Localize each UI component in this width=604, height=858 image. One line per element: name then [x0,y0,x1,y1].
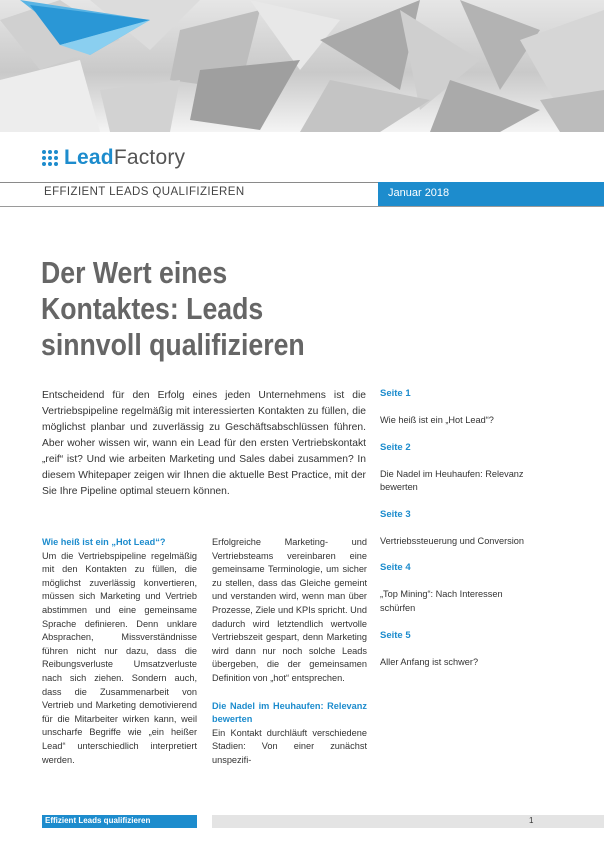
logo-dots-icon [42,150,58,166]
leadfactory-logo [42,146,185,170]
toc-link-2[interactable]: Die Nadel im Heuhaufen: Relevanz bewerten [380,468,524,493]
toc-link-4[interactable]: „Top Mining“: Nach Interessen schürfen [380,589,503,613]
title-line-2: Kontaktes: Leads [41,291,264,326]
toc-link-5[interactable]: Aller Anfang ist schwer? [380,656,479,667]
body-column-2 [212,536,367,768]
column-2-text-continued: Ein Kontakt durchläuft verschiedene Stadien: Von einer zunächst unspezifi- [212,727,367,765]
toc-page-4: Seite 4 [380,562,411,574]
column-2-text: Erfolgreiche Marketing- und Vertriebsteams vereinbaren eine gemeinsame Terminologie, um sicher zu stellen, dass das Gleiche gemeint und verstanden wird, wenn man über Prozesse, Ziele und KPIs spricht. Und dadurch wird letztendlich wertvolle Vertriebszeit gespart, denn Marketing wird dann nur noch solche Leads übergeben, die der gemeinsamen Definition von „hot“ entsprechen. [212,537,367,683]
footer-bar [212,815,604,828]
document-subject: EFFIZIENT LEADS QUALIFIZIEREN [44,186,245,198]
logo-factory-text: Factory [113,146,186,169]
table-of-contents [380,388,530,669]
footer-label-badge [42,815,197,828]
logo-wordmark [64,146,185,170]
section-heading-nadel: Die Nadel im Heuhaufen: Relevanz bewerten [212,700,367,725]
header-banner-image [0,0,604,132]
header-bottom-rule [0,206,604,207]
toc-page-1: Seite 1 [380,388,411,399]
body-column-1 [42,536,197,767]
logo-lead-text: Lead [64,146,114,169]
section-heading-hot-lead: Wie heiß ist ein „Hot Lead“? [42,537,166,547]
paper-planes-illustration [0,0,604,132]
title-line-1: Der Wert eines [41,255,228,290]
title-line-3: sinnvoll qualifizieren [41,327,305,362]
toc-link-1[interactable]: Wie heiß ist ein „Hot Lead“? [380,415,494,425]
document-date: Januar 2018 [388,187,450,199]
toc-page-2: Seite 2 [380,441,411,453]
toc-link-3[interactable]: Vertriebssteuerung und Conversion [380,535,525,546]
page-number: 1 [529,816,534,825]
column-1-text: Um die Vertriebspipeline regelmäßig mit den Kontakten zu füllen, die möglichst zuverlässig konvertieren, müssen sich Marketing und Vertrieb abstimmen und eine gemeinsame Sprache definieren. Denn unklare Absprachen, Missverständnisse führen nicht nur dazu, dass die Reibungsverluste Umsatzverluste nach sich ziehen. Sondern auch, dass die Zusammenarbeit von Vertrieb und Marketing demotivierend für die Mitarbeiter wirken kann, weil unscharfe Begriffe wie „ein heißer Lead“ unterschiedlich interpretiert werden. [42,550,197,765]
document-title [41,255,325,363]
date-badge [378,182,604,206]
toc-page-5: Seite 5 [380,629,411,641]
toc-page-3: Seite 3 [380,508,411,520]
intro-paragraph: Entscheidend für den Erfolg eines jeden Unternehmens ist die Vertriebspipeline regelmäßig mit interessierten Kontakten zu füllen, die möglichst planbar und zuverlässig zu Geschäftsabschlüssen führen. Aber woher wissen wir, wann ein Lead für den ersten Vertriebskontakt „reif“ ist? Und wie arbeiten Marketing und Sales dabei zusammen? In diesem Whitepaper zeigen wir Ihnen die aktuelle Best Practice, mit der Sie Ihre Pipeline optimal steuern können. [42,390,366,497]
footer-label: Effizient Leads qualifizieren [45,816,151,825]
